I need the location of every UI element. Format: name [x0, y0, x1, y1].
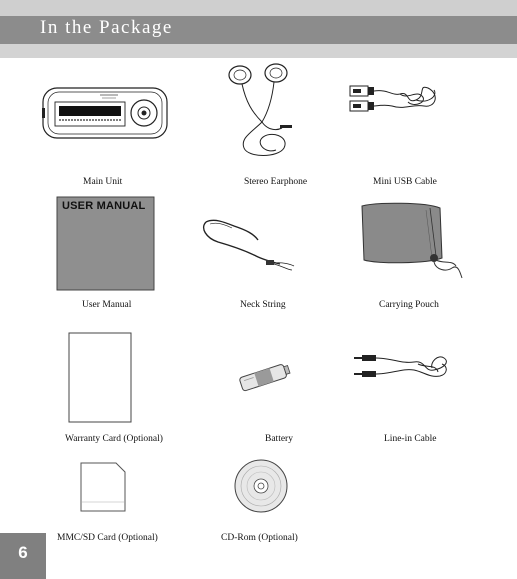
carrying-pouch-image — [356, 200, 466, 284]
header-underband — [0, 44, 517, 58]
caption-neck-string: Neck String — [240, 300, 286, 310]
caption-main-unit: Main Unit — [83, 177, 123, 187]
cd-rom-image — [233, 458, 289, 514]
page-number: 6 — [18, 543, 28, 562]
caption-battery: Battery — [265, 434, 293, 444]
caption-cd-rom: CD-Rom (Optional) — [221, 533, 298, 543]
page-number-badge — [0, 533, 46, 579]
caption-earphone: Stereo Earphone — [244, 177, 308, 187]
user-manual-cover-text: USER MANUAL — [62, 200, 146, 212]
caption-carrying-pouch: Carrying Pouch — [379, 300, 439, 310]
caption-sd-card: MMC/SD Card (Optional) — [57, 533, 158, 543]
caption-warranty-card: Warranty Card (Optional) — [65, 434, 163, 444]
caption-usb-cable: Mini USB Cable — [373, 177, 437, 187]
line-in-cable-image — [352, 348, 456, 384]
battery-image — [236, 360, 294, 394]
earphone-image — [222, 62, 306, 162]
main-unit-image — [40, 82, 170, 144]
top-band — [0, 0, 517, 16]
section-header — [0, 16, 517, 44]
section-title: In the Package — [40, 17, 173, 38]
caption-line-in-cable: Line-in Cable — [384, 434, 437, 444]
caption-user-manual: User Manual — [82, 300, 132, 310]
warranty-card-image — [68, 332, 132, 424]
usb-cable-image — [348, 74, 448, 124]
sd-card-image — [80, 462, 126, 512]
neck-string-image — [198, 212, 298, 272]
